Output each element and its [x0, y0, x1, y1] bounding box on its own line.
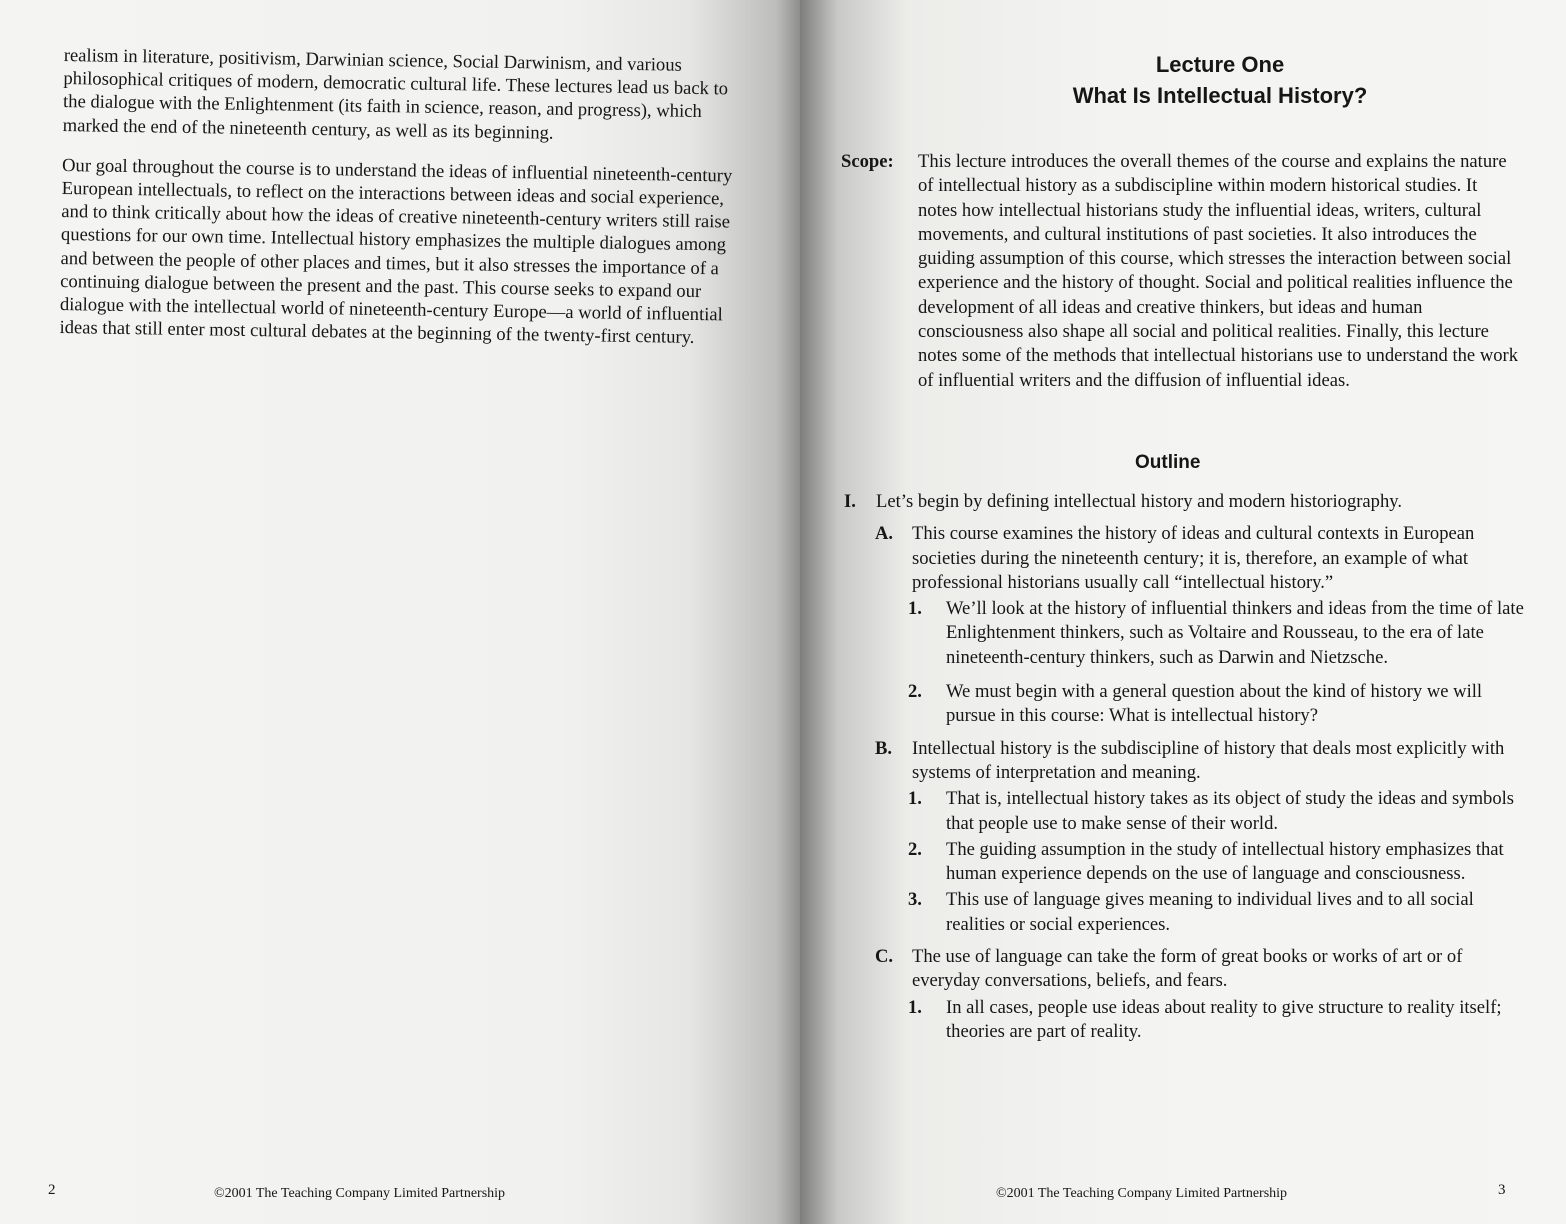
outline-item — [844, 945, 1524, 994]
outline-marker: 1. — [908, 788, 922, 810]
outline-item — [844, 787, 1524, 836]
outline-text: In all cases, people use ideas about reality to give structure to reality itself; theories are part of reality. — [946, 996, 1502, 1042]
outline-marker: 2. — [908, 838, 922, 860]
outline-item — [844, 490, 1524, 514]
outline-text: That is, intellectual history takes as its object of study the ideas and symbols that people use to make sense of their world. — [946, 788, 1515, 834]
outline-marker: I. — [844, 491, 856, 512]
lecture-label: Lecture One — [1155, 52, 1285, 77]
lecture-header — [980, 50, 1460, 112]
outline-marker: 2. — [908, 681, 922, 703]
page-footer: ©2001 The Teaching Company Limited Partnership — [214, 1186, 506, 1201]
outline-heading: Outline — [1135, 452, 1201, 473]
right-page — [800, 0, 1566, 1224]
outline-item — [844, 888, 1524, 937]
outline-text: This course examines the history of ideas and cultural contexts in European societies during the nineteenth century; it is, therefore, an example of what professional historians usually call “intellectual history.” — [912, 523, 1475, 593]
outline-text: This use of language gives meaning to individual lives and to all social realities or social experiences. — [946, 889, 1474, 935]
outline-text: We must begin with a general question about the kind of history we will pursue in this course: What is intellectual history? — [946, 681, 1483, 727]
outline-item — [844, 996, 1524, 1045]
scope-text: This lecture introduces the overall themes of the course and explains the nature of intellectual history as a subdiscipline within modern historical studies. It notes how intellectual historians study the influential ideas, writers, cultural movements, and cultural institutions of past societies. It also introduces the guiding assumption of this course, which stresses the interaction between social experience and the history of thought. Social and political realities influence the development of all ideas and creative thinkers, but ideas and human consciousness also shape all social and political realities. Finally, this lecture notes some of the methods that intellectual historians use to understand the work of influential writers and the diffusion of influential ideas. — [918, 151, 1519, 391]
outline-marker: 3. — [908, 889, 922, 911]
outline-item — [844, 680, 1524, 729]
outline-marker: 1. — [908, 996, 922, 1018]
outline-marker: 1. — [908, 598, 922, 620]
outline-text: We’ll look at the history of influential thinkers and ideas from the time of late Enlightenment thinkers, such as Voltaire and Rousseau, to the era of late nineteenth-century thinkers, such as Darwin and Nietzsche. — [946, 598, 1524, 668]
outline-text: The use of language can take the form of great books or works of art or of everyday conversations, beliefs, and fears. — [912, 946, 1463, 992]
outline-item — [844, 838, 1524, 887]
page-footer: ©2001 The Teaching Company Limited Partnership — [996, 1186, 1288, 1201]
outline-item — [844, 522, 1524, 595]
paragraph: Our goal throughout the course is to understand the ideas of influential nineteenth-century European intellectuals, to reflect on the interactions between ideas and social experience, and to think critically about how the ideas of creative nineteenth-century writers still raise questions for our own time. Intellectual history emphasizes the multiple dialogues among and between the people of other places and times, but it also stresses the importance of a continuing dialogue between the present and the past. This course seeks to expand our dialogue with the intellectual world of nineteenth-century Europe—a world of influential ideas that still enter most cultural debates at the beginning of the twenty-first century. — [59, 154, 733, 349]
left-page-body — [59, 44, 740, 367]
lecture-title: What Is Intellectual History? — [1072, 83, 1368, 108]
outline-marker: C. — [875, 946, 894, 968]
outline-marker: A. — [875, 523, 894, 545]
paragraph: realism in literature, positivism, Darwinian science, Social Darwinism, and various philosophical critiques of modern, democratic cultural life. These lectures lead us back to the dialogue with the Enlightenment (its faith in science, reason, and progress), which marked the end of the nineteenth century, as well as its beginning. — [62, 44, 729, 144]
outline-marker: B. — [875, 737, 893, 759]
outline-text: Let’s begin by defining intellectual history and modern historiography. — [876, 491, 1403, 512]
outline-item — [844, 597, 1524, 670]
page-number: 2 — [48, 1182, 56, 1198]
outline-text: The guiding assumption in the study of intellectual history emphasizes that human experience depends on the use of language and consciousness. — [946, 838, 1504, 885]
outline-item — [844, 737, 1524, 786]
page-number: 3 — [1498, 1182, 1506, 1198]
scope-section — [841, 150, 1521, 393]
outline-list — [844, 490, 1524, 1046]
outline-text: Intellectual history is the subdiscipline of history that deals most explicitly with systems of interpretation and meaning. — [912, 737, 1505, 783]
scope-label: Scope: — [841, 151, 894, 172]
